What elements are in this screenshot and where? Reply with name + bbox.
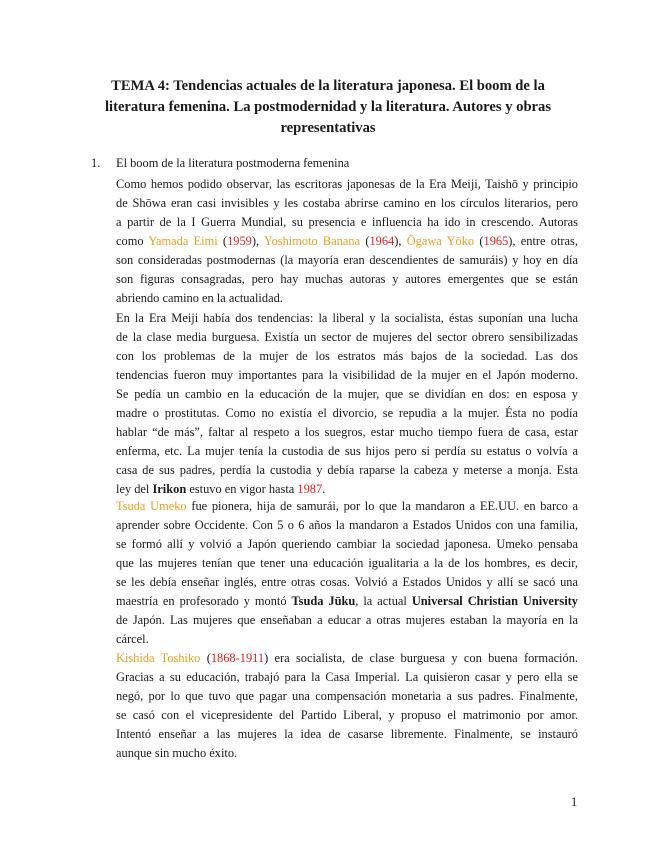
text-line: aprender sobre Occidente. Con 5 o 6 años la mandaron a Estados Unidos con una familia, [116, 518, 578, 532]
author-name: Ōgawa Yōko [406, 234, 475, 248]
text-line: a partir de la I Guerra Mundial, su presencia e influencia ha ido in crescendo. Autoras [116, 215, 578, 229]
text-line: Tsuda Umeko fue pionera, hija de samurái, por lo que la mandaron a EE.UU. en barco a [116, 499, 578, 513]
section-number: 1. [91, 156, 101, 170]
law-year: 1987 [297, 482, 323, 496]
text-line: de Shōwa eran casi invisibles y les costaba abrirse camino en los círculos literarios, pero [116, 196, 578, 210]
author-name: Yoshimoto Banana [263, 234, 361, 248]
title-line: representativas [280, 120, 376, 136]
author-year: 1959 [227, 234, 252, 248]
text-line: Gracias a su educación, trabajó para la Casa Imperial. La quisieron casar y pero ella se [116, 670, 578, 684]
paragraph-meiji [116, 309, 578, 499]
text-line: Se pedía un cambio en la educación de la mujer, que se dividían en dos: en esposa y [116, 387, 578, 401]
author-year: 1965 [483, 234, 509, 248]
paragraph-kishida [116, 649, 578, 763]
paragraph-intro [116, 175, 578, 308]
text-line: son consideradas postmodernas (la mayoría eran descendientes de samuráis) y hoy en día [116, 253, 578, 267]
text-line: son figuras consagradas, pero hay muchas autoras y autores emergentes que se están [116, 272, 578, 286]
text-line: como Yamada Eimi (1959), Yoshimoto Banana (1964), Ōgawa Yōko (1965), entre otras, [116, 234, 578, 248]
text-line: que las mujeres tenían que tener una educación igualitaria a la de los hombres, es decir, [116, 556, 578, 570]
school-name: Tsuda Jūku [291, 594, 356, 608]
document-title [96, 76, 560, 139]
section-title: El boom de la literatura postmoderna femenina [116, 156, 350, 170]
text-line: aunque sin mucho éxito. [116, 746, 238, 760]
text-line: ley del Irikon estuvo en vigor hasta 1987. [116, 482, 326, 496]
author-name: Yamada Eimi [148, 234, 218, 248]
text-line: En la Era Meiji había dos tendencias: la liberal y la socialista, éstas suponían una lucha [116, 311, 578, 325]
law-name: Irikon [152, 482, 187, 496]
text-line: abriendo camino en la actualidad. [116, 291, 283, 305]
author-year: 1964 [369, 234, 395, 248]
text-line: Intentó enseñar a las mujeres la idea de casarse libremente. Finalmente, se instauró [116, 727, 578, 741]
text-line: Kishida Toshiko (1868-1911) era socialista, de clase burguesa y con buena formación. [116, 651, 578, 665]
text-line: se formó allí y volvió a Japón queriendo cambiar la sociedad japonesa. Umeko pensaba [116, 537, 578, 551]
text-line: se casó con el vicepresidente del Partido Liberal, y propuso el matrimonio por amor. [116, 708, 578, 722]
text-line: cárcel. [116, 632, 149, 646]
text-line: con los problemas de la mujer de los estratos más bajos de la sociedad. Las dos [116, 349, 578, 363]
text-line: maestría en profesorado y montó Tsuda Jūku, la actual Universal Christian University [116, 594, 578, 608]
author-name: Tsuda Umeko [116, 499, 187, 513]
text-line: se les debía enseñar inglés, entre otras cosas. Volvió a Estados Unidos y allí se sacó una [116, 575, 578, 589]
title-line: literatura femenina. La postmodernidad y la literatura. Autores y obras [104, 99, 552, 115]
title-line: TEMA 4: Tendencias actuales de la literatura japonesa. El boom de la [111, 78, 545, 94]
page-number: 1 [571, 795, 578, 809]
text-line: de la clase media burguesa. Existía un sector de mujeres del sector obrero sensibilizadas [116, 330, 578, 344]
university-name: Universal Christian University [411, 594, 578, 608]
paragraph-tsuda [116, 497, 578, 649]
text-line: tendencias fueron muy importantes para la visibilidad de la mujer en el Japón moderno. [116, 368, 578, 382]
author-name: Kishida Toshiko [116, 651, 201, 665]
text-line: negó, por lo que tuvo que pagar una compensación monetaria a sus padres. Finalmente, [116, 689, 578, 703]
author-years: 1868-1911 [210, 651, 265, 665]
text-line: Como hemos podido observar, las escritoras japonesas de la Era Meiji, Taishō y principio [116, 177, 578, 191]
text-line: enferma, etc. La mujer tenía la custodia de sus hijos pero si perdía su estatus o volvía a [116, 444, 578, 458]
text-line: casa de sus padres, perdía la custodia y debía raparse la cabeza y meterse a monja. Esta [116, 463, 578, 477]
text-line: madre o prostitutas. Como no existía el divorcio, se repudia a la mujer. Ésta no podía [116, 406, 578, 420]
text-line: de Japón. Las mujeres que enseñaban a educar a otras mujeres estaban la mayoría en la [116, 613, 578, 627]
text-line: hablar “de más”, faltar al respeto a los suegros, estar mucho tiempo fuera de casa, estar [116, 425, 578, 439]
